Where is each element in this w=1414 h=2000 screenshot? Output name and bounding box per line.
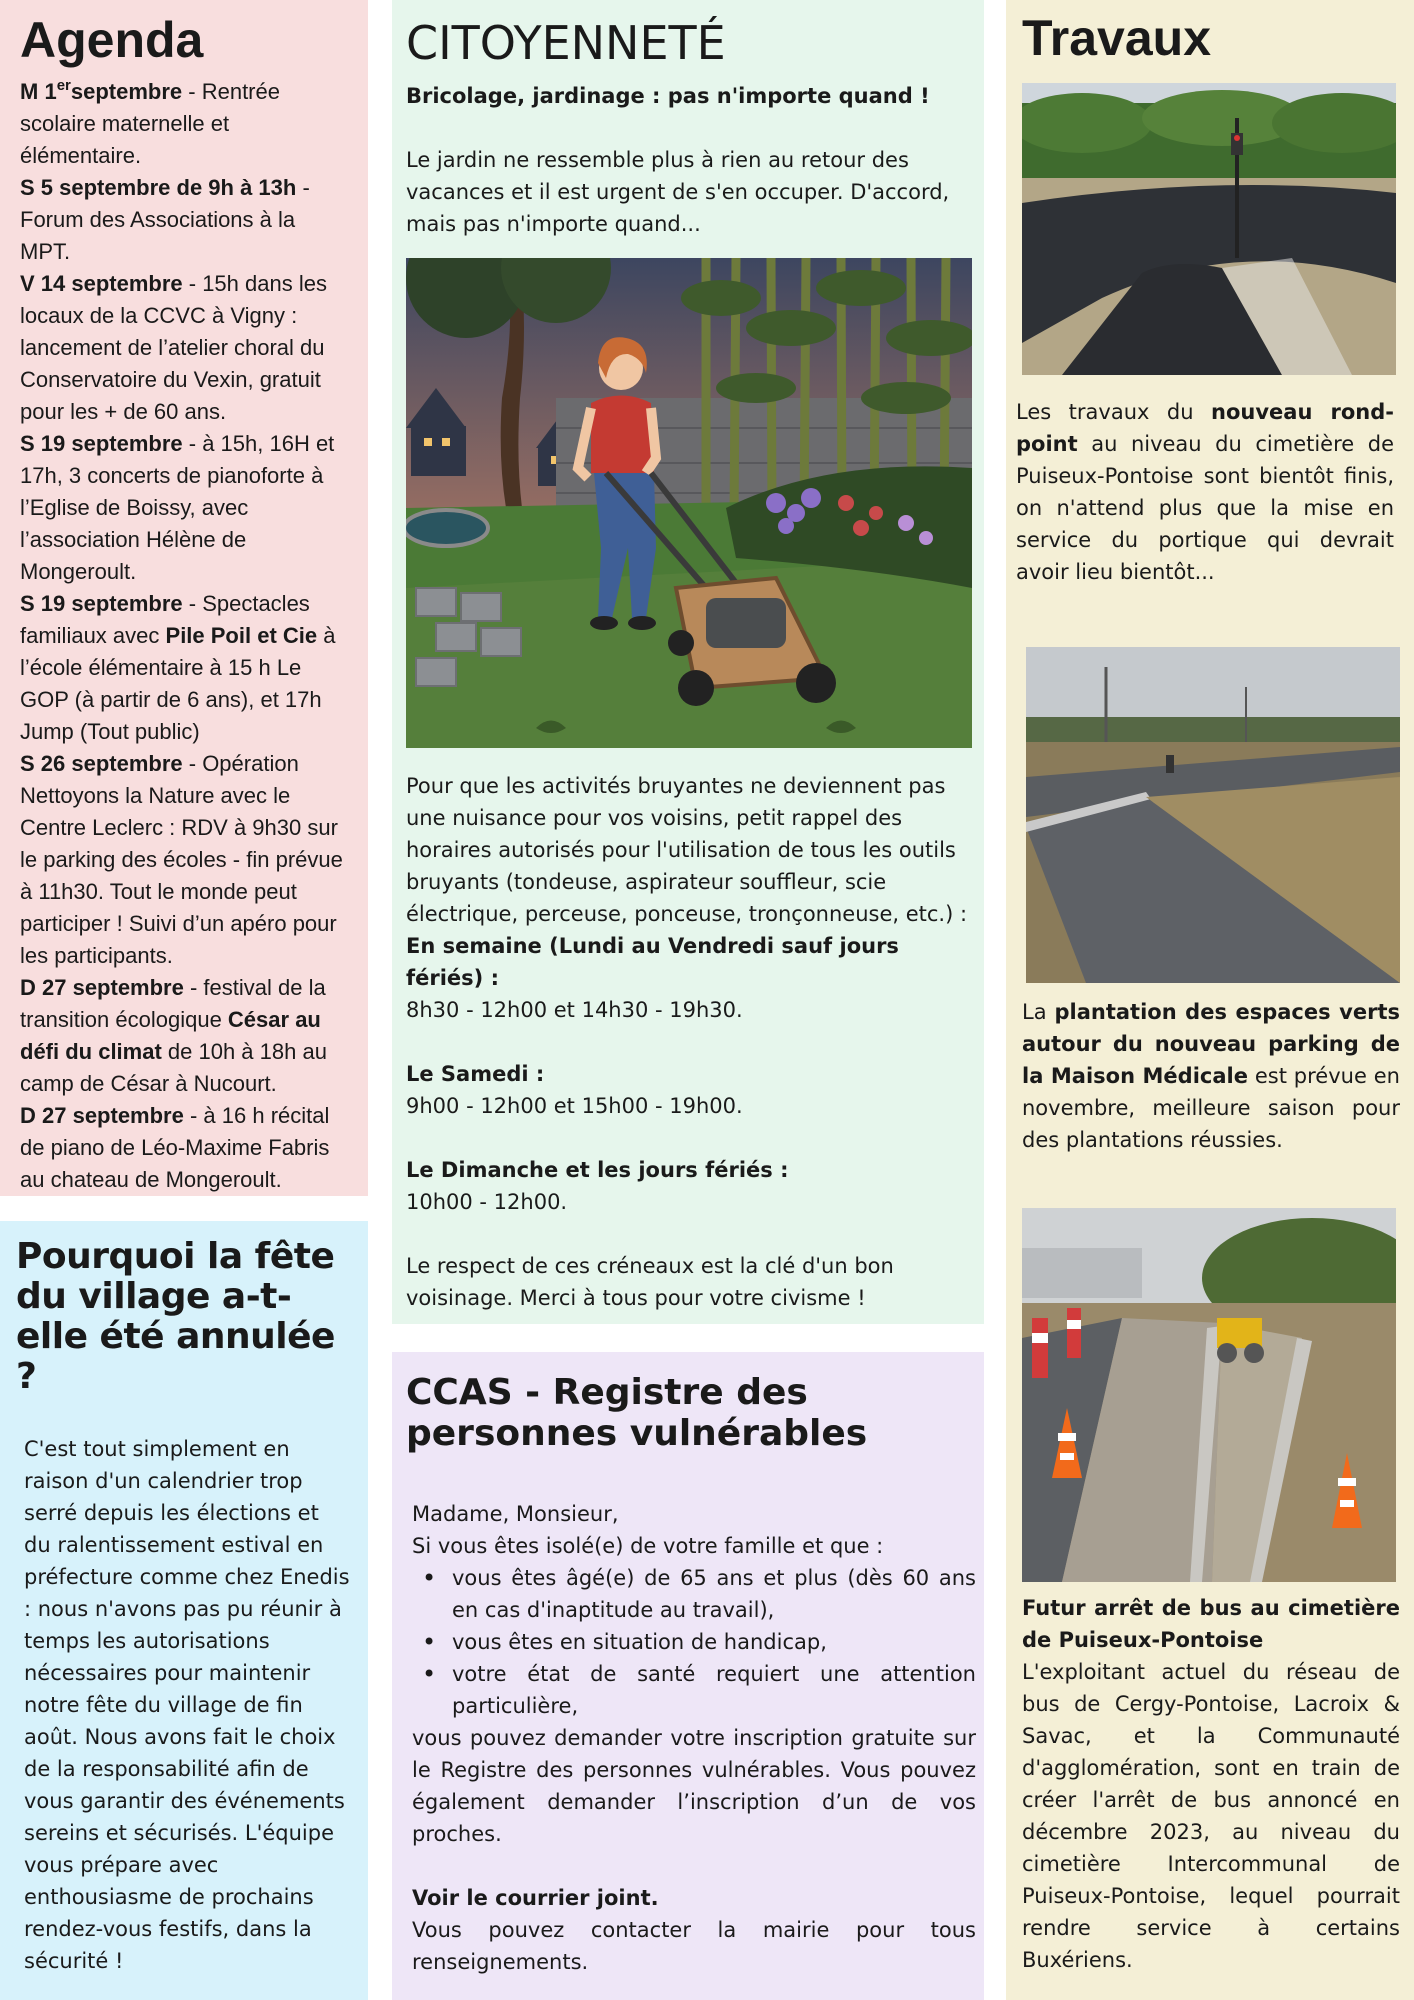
agenda-item-date: S 19 septembre <box>20 431 183 456</box>
fete-annulee-title: Pourquoi la fête du village a-t-elle été annulée ? <box>16 1236 335 1397</box>
agenda-item-date: M 1erseptembre <box>20 77 183 104</box>
ccas-contact: Vous pouvez contacter la mairie pour tous renseignements. <box>412 1918 976 1974</box>
agenda-item <box>20 588 348 748</box>
ccas-greeting: Madame, Monsieur, <box>412 1502 619 1526</box>
ccas-bullet: • vous êtes âgé(e) de 65 ans et plus (dès 60 ans en cas d'inaptitude au travail), <box>452 1562 976 1626</box>
travaux-section <box>1006 0 1414 2000</box>
agenda-item-text: - Rentrée scolaire maternelle et élémentaire. <box>20 79 280 168</box>
ccas-bullet: • vous êtes en situation de handicap, <box>452 1626 976 1658</box>
travaux-title: Travaux <box>1022 10 1212 66</box>
agenda-item-text: - 15h dans les locaux de la CCVC à Vigny : lancement de l’atelier choral du Conservatoire du Vexin, gratuit pour les + de 60 ans. <box>20 271 327 424</box>
bus-stop-body: L'exploitant actuel du réseau de bus de Cergy-Pontoise, Lacroix & Savac, et la Communauté d'agglomération, sont en train de créer l'arrêt de bus annoncé en décembre 2023, au niveau du cimetière Intercommunal de Puiseux-Pontoise, lequel pourrait rendre service à certains Buxériens. <box>1022 1660 1400 1972</box>
agenda-list <box>20 76 348 1196</box>
citoyennete-title: CITOYENNETÉ <box>406 16 726 70</box>
agenda-item-date: S 19 septembre <box>20 591 183 616</box>
agenda-item-text: à l’école élémentaire à 15 h Le GOP (à partir de 6 ans), et 17h Jump (Tout public) <box>20 623 336 744</box>
ccas-bullet-list <box>412 1562 976 1722</box>
citoyennete-paragraph: Pour que les activités bruyantes ne deviennent pas une nuisance pour vos voisins, petit rappel des horaires autorisés pour l'utilisation de tous les outils bruyants (tondeuse, aspirateur souffleur, scie électrique, perceuse, ponceuse, tronçonneuse, etc.) : <box>406 774 968 926</box>
agenda-item-text: - festival de la transition écologique <box>20 975 326 1032</box>
bus-stop-title: Futur arrêt de bus au cimetière de Puiseux-Pontoise <box>1022 1596 1400 1652</box>
agenda-item-date: V 14 septembre <box>20 271 183 296</box>
agenda-item <box>20 76 348 172</box>
agenda-item <box>20 748 348 972</box>
agenda-item <box>20 972 348 1100</box>
citoyennete-subtitle: Bricolage, jardinage : pas n'importe quand ! <box>406 84 930 108</box>
citoyennete-closing: Le respect de ces créneaux est la clé d'un bon voisinage. Merci à tous pour votre civisme ! <box>406 1254 894 1310</box>
agenda-item <box>20 268 348 428</box>
agenda-item <box>20 428 348 588</box>
parking-photo <box>1026 647 1400 983</box>
agenda-item-date: D 27 septembre <box>20 1103 184 1128</box>
agenda-item-highlight: César au défi du climat <box>20 1007 321 1064</box>
saturday-label: Le Samedi : <box>406 1062 545 1086</box>
agenda-item <box>20 172 348 268</box>
agenda-item-text: de 10h à 18h au camp de César à Nucourt. <box>20 1039 327 1096</box>
agenda-item-date: S 26 septembre <box>20 751 183 776</box>
agenda-item-text: - Forum des Associations à la MPT. <box>20 175 310 264</box>
agenda-item-text: - Opération Nettoyons la Nature avec le Centre Leclerc : RDV à 9h30 sur le parking des écoles - fin prévue à 11h30. Tout le monde peut participer ! Suivi d’un apéro pour les participants. <box>20 751 343 968</box>
agenda-item-date: D 27 septembre <box>20 975 184 1000</box>
citoyennete-section <box>392 0 984 1324</box>
sunday-label: Le Dimanche et les jours fériés : <box>406 1158 789 1182</box>
gardening-illustration <box>406 258 972 748</box>
agenda-item-highlight: Pile Poil et Cie <box>165 623 318 648</box>
agenda-item <box>20 1100 348 1196</box>
fete-annulee-body: C'est tout simplement en raison d'un calendrier trop serré depuis les élections et du ralentissement estival en préfecture comme chez Enedis : nous n'avons pas pu réunir à temps les autorisations nécessaires pour maintenir notre fête du village de fin août. Nous avons fait le choix de la responsabilité afin de vous garantir des événements sereins et sécurisés. L'équipe vous prépare avec enthousiasme de prochains rendez-vous festifs, dans la sécurité ! <box>24 1437 350 1973</box>
saturday-hours: 9h00 - 12h00 et 15h00 - 19h00. <box>406 1094 743 1118</box>
agenda-title: Agenda <box>20 12 204 68</box>
fete-annulee-section <box>0 1221 368 2000</box>
agenda-item-text: - Spectacles familiaux avec <box>20 591 310 648</box>
agenda-item-text: - à 16 h récital de piano de Léo-Maxime Fabris au chateau de Mongeroult. <box>20 1103 330 1192</box>
sunday-hours: 10h00 - 12h00. <box>406 1190 568 1214</box>
citoyennete-intro: Le jardin ne ressemble plus à rien au retour des vacances et il est urgent de s'en occuper. D'accord, mais pas n'importe quand... <box>406 148 950 236</box>
ccas-section <box>392 1352 984 2000</box>
ccas-bullet: • votre état de santé requiert une attention particulière, <box>452 1658 976 1722</box>
agenda-section <box>0 0 368 1196</box>
plantation-text: La plantation des espaces verts autour du nouveau parking de la Maison Médicale est prévue en novembre, meilleure saison pour des plantations réussies. <box>1022 1000 1400 1152</box>
bus-stop-text <box>1022 1592 1400 1976</box>
roundabout-photo <box>1022 83 1396 375</box>
weekday-hours: 8h30 - 12h00 et 14h30 - 19h30. <box>406 998 743 1022</box>
ccas-title: CCAS - Registre des personnes vulnérables <box>406 1372 868 1454</box>
weekday-label: En semaine (Lundi au Vendredi sauf jours fériés) : <box>406 934 899 990</box>
agenda-item-text: - à 15h, 16H et 17h, 3 concerts de pianoforte à l’Eglise de Boissy, avec l’association Hélène de Mongeroult. <box>20 431 335 584</box>
agenda-item-date: S 5 septembre de 9h à 13h <box>20 175 297 200</box>
bus-stop-construction-photo <box>1022 1208 1396 1582</box>
ccas-paragraph: vous pouvez demander votre inscription gratuite sur le Registre des personnes vulnérables. Vous pouvez également demander l’inscription d’un de vos proches. <box>412 1726 976 1846</box>
ccas-courrier: Voir le courrier joint. <box>412 1886 659 1910</box>
roundabout-text: Les travaux du nouveau rond-point au niveau du cimetière de Puiseux-Pontoise sont bientôt finis, on n'attend plus que la mise en service du portique qui devrait avoir lieu bientôt... <box>1016 400 1394 584</box>
ccas-lead: Si vous êtes isolé(e) de votre famille et que : <box>412 1534 884 1558</box>
